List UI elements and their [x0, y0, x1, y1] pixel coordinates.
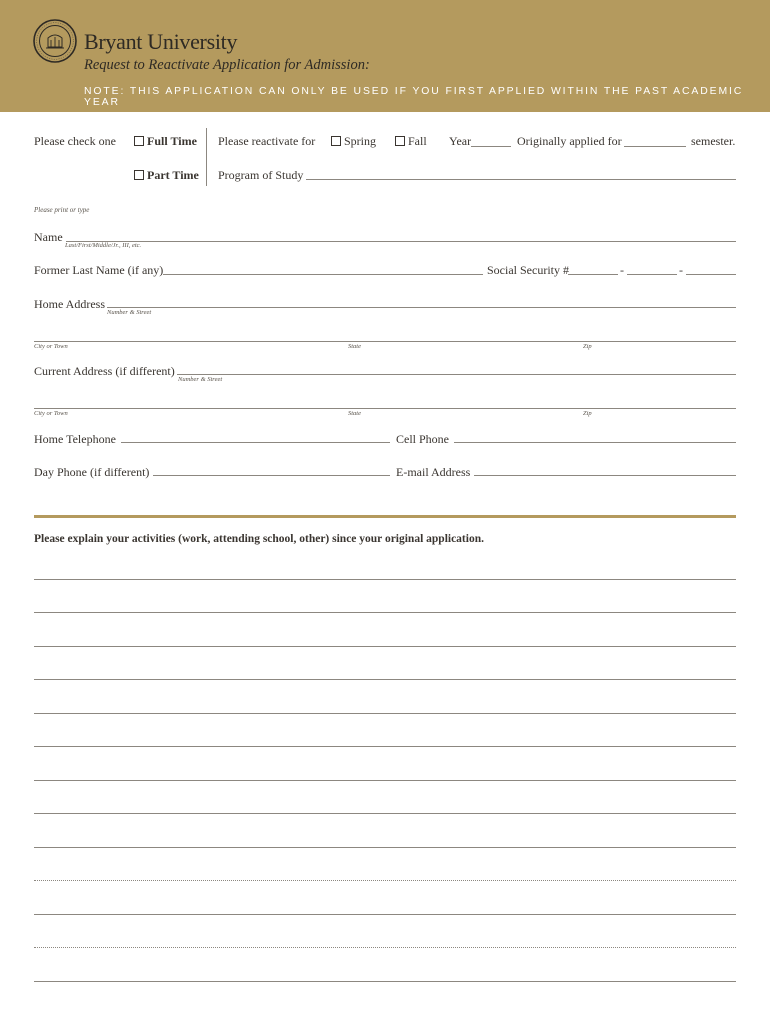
semester-label: semester. — [691, 134, 736, 148]
reactivate-label: Please reactivate for — [218, 134, 316, 148]
section-rule — [34, 515, 736, 518]
activities-line[interactable] — [34, 713, 736, 714]
activities-prompt: Please explain your activities (work, attending school, other) since your original application. — [34, 533, 484, 545]
check-one-label: Please check one — [34, 134, 116, 148]
home-city-hint: City or Town — [34, 343, 68, 350]
day-phone-field[interactable] — [153, 475, 390, 476]
university-seal-icon — [33, 19, 77, 63]
activities-line[interactable] — [34, 880, 736, 881]
activities-line[interactable] — [34, 746, 736, 747]
current-number-street-hint: Number & Street — [178, 376, 223, 383]
part-time-checkbox[interactable] — [134, 170, 144, 180]
fall-checkbox[interactable] — [395, 136, 405, 146]
ssn-part3-field[interactable] — [686, 274, 736, 275]
email-label: E-mail Address — [396, 465, 471, 479]
spring-checkbox[interactable] — [331, 136, 341, 146]
form-title: Request to Reactivate Application for Admission: — [84, 57, 370, 73]
ssn-separator-2: - — [679, 263, 683, 277]
activities-line[interactable] — [34, 914, 736, 915]
former-last-name-field[interactable] — [163, 274, 483, 275]
name-hint: Last/First/Middle/Jr., III, etc. — [65, 242, 142, 249]
activities-line[interactable] — [34, 679, 736, 680]
program-of-study-field[interactable] — [306, 179, 736, 180]
day-phone-label: Day Phone (if different) — [34, 465, 150, 479]
activities-line[interactable] — [34, 813, 736, 814]
current-address-field[interactable] — [177, 374, 736, 375]
activities-line[interactable] — [34, 579, 736, 580]
current-state-hint: State — [348, 410, 361, 417]
home-city-state-zip-field[interactable] — [34, 341, 736, 342]
current-zip-hint: Zip — [583, 410, 592, 417]
former-last-name-label: Former Last Name (if any) — [34, 263, 164, 277]
section-divider — [206, 128, 207, 186]
year-label: Year — [449, 134, 472, 148]
fall-label: Fall — [408, 134, 427, 148]
activities-line[interactable] — [34, 847, 736, 848]
home-zip-hint: Zip — [583, 343, 592, 350]
home-telephone-label: Home Telephone — [34, 432, 116, 446]
home-state-hint: State — [348, 343, 361, 350]
ssn-part2-field[interactable] — [627, 274, 677, 275]
program-of-study-label: Program of Study — [218, 168, 304, 182]
eligibility-note: NOTE: THIS APPLICATION CAN ONLY BE USED IF YOU FIRST APPLIED WITHIN THE PAST ACADEMIC YEAR — [84, 86, 744, 108]
current-city-hint: City or Town — [34, 410, 68, 417]
originally-applied-label: Originally applied for — [517, 134, 622, 148]
part-time-label: Part Time — [147, 168, 199, 182]
university-name: Bryant University — [84, 29, 238, 54]
full-time-checkbox[interactable] — [134, 136, 144, 146]
home-number-street-hint: Number & Street — [107, 309, 152, 316]
originally-applied-field[interactable] — [624, 146, 686, 147]
home-address-field[interactable] — [107, 307, 736, 308]
name-label: Name — [34, 230, 63, 244]
activities-line[interactable] — [34, 646, 736, 647]
current-address-label: Current Address (if different) — [34, 364, 175, 378]
year-field[interactable] — [471, 146, 511, 147]
spring-label: Spring — [344, 134, 377, 148]
activities-line[interactable] — [34, 947, 736, 948]
full-time-label: Full Time — [147, 134, 197, 148]
ssn-separator-1: - — [620, 263, 624, 277]
header-banner — [0, 0, 770, 112]
email-field[interactable] — [474, 475, 736, 476]
home-telephone-field[interactable] — [121, 442, 390, 443]
name-field[interactable] — [66, 241, 736, 242]
ssn-label: Social Security # — [487, 263, 569, 277]
home-address-label: Home Address — [34, 297, 105, 311]
cell-phone-label: Cell Phone — [396, 432, 449, 446]
activities-line[interactable] — [34, 780, 736, 781]
activities-line[interactable] — [34, 981, 736, 982]
cell-phone-field[interactable] — [454, 442, 736, 443]
current-city-state-zip-field[interactable] — [34, 408, 736, 409]
print-note: Please print or type — [34, 206, 90, 214]
activities-line[interactable] — [34, 612, 736, 613]
ssn-part1-field[interactable] — [568, 274, 618, 275]
